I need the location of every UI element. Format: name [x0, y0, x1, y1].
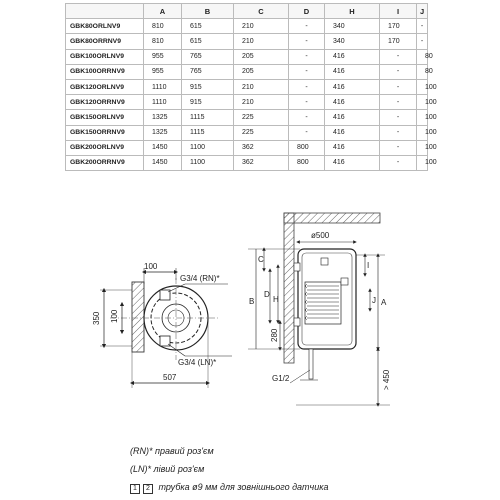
value-cell: - — [289, 64, 325, 79]
legend-tube-text: трубка ø9 мм для зовнішнього датчика — [158, 482, 329, 492]
legend-ln — [130, 464, 204, 474]
value-cell: - — [380, 125, 417, 140]
header-col-h: H — [325, 4, 380, 19]
dim-b-label: B — [249, 297, 255, 306]
value-cell: 810 — [144, 34, 182, 49]
g34-rn-label: G3/4 (RN)* — [180, 274, 220, 283]
value-cell: 915 — [182, 95, 234, 110]
value-cell: 100 — [417, 79, 428, 94]
dim-100-inner-label: 100 — [110, 309, 119, 323]
value-cell: 80 — [417, 64, 428, 79]
value-cell: - — [380, 140, 417, 155]
value-cell: 210 — [234, 79, 289, 94]
value-cell: 100 — [417, 95, 428, 110]
value-cell: 205 — [234, 49, 289, 64]
dim-i-label: I — [367, 261, 370, 270]
model-cell: GBK120ORRNV9 — [66, 95, 144, 110]
value-cell: 810 — [144, 19, 182, 34]
model-cell: GBK150ORLNV9 — [66, 110, 144, 125]
value-cell: 340 — [325, 19, 380, 34]
top-view — [92, 262, 232, 388]
model-cell: GBK100ORRNV9 — [66, 64, 144, 79]
g12-label: G1/2 — [272, 374, 290, 383]
legend-rn-text: правий роз'єм — [155, 446, 214, 456]
legend-ln-text: лівий роз'єм — [153, 464, 205, 474]
value-cell: - — [380, 155, 417, 170]
header-col-d: D — [289, 4, 325, 19]
value-cell: 915 — [182, 79, 234, 94]
value-cell: 615 — [182, 34, 234, 49]
value-cell: 225 — [234, 125, 289, 140]
value-cell: - — [289, 34, 325, 49]
value-cell: 800 — [289, 155, 325, 170]
value-cell: 340 — [325, 34, 380, 49]
value-cell: 416 — [325, 49, 380, 64]
value-cell: 210 — [234, 19, 289, 34]
value-cell: 1100 — [182, 140, 234, 155]
header-col-j: J — [417, 4, 428, 19]
dim-100-label: 100 — [144, 262, 158, 271]
value-cell: - — [380, 79, 417, 94]
ceiling-wall — [284, 213, 380, 223]
dim-450-label: > 450 — [382, 369, 391, 390]
value-cell: 416 — [325, 125, 380, 140]
legend-box-1: 1 — [130, 484, 140, 494]
header-col-c: C — [234, 4, 289, 19]
value-cell: 210 — [234, 95, 289, 110]
value-cell: - — [380, 95, 417, 110]
value-cell: 955 — [144, 49, 182, 64]
value-cell: 1450 — [144, 155, 182, 170]
value-cell: - — [380, 49, 417, 64]
dim-h-label: H — [273, 295, 279, 304]
legend-rn-code: (RN)* — [130, 446, 153, 456]
value-cell: 955 — [144, 64, 182, 79]
value-cell: - — [417, 34, 428, 49]
value-cell: 1110 — [144, 95, 182, 110]
value-cell: 1115 — [182, 110, 234, 125]
value-cell: - — [380, 110, 417, 125]
side-wall — [284, 213, 294, 363]
value-cell: - — [289, 95, 325, 110]
value-cell: - — [380, 64, 417, 79]
model-cell: GBK150ORRNV9 — [66, 125, 144, 140]
model-cell: GBK100ORLNV9 — [66, 49, 144, 64]
top-view-wall — [132, 282, 144, 352]
value-cell: 615 — [182, 19, 234, 34]
sensor-marker-2 — [341, 278, 348, 285]
value-cell: - — [289, 110, 325, 125]
value-cell: 80 — [417, 49, 428, 64]
value-cell: - — [289, 79, 325, 94]
dim-c-label: C — [258, 255, 264, 264]
value-cell: 100 — [417, 125, 428, 140]
value-cell: 416 — [325, 155, 380, 170]
header-col-b: B — [182, 4, 234, 19]
model-cell: GBK80ORRNV9 — [66, 34, 144, 49]
model-cell: GBK200ORLNV9 — [66, 140, 144, 155]
value-cell: 225 — [234, 110, 289, 125]
value-cell: 416 — [325, 79, 380, 94]
value-cell: 362 — [234, 140, 289, 155]
value-cell: 205 — [234, 64, 289, 79]
dim-280-label: 280 — [270, 328, 279, 342]
model-cell: GBK200ORRNV9 — [66, 155, 144, 170]
dim-diameter-label: ø500 — [311, 231, 330, 240]
value-cell: 1325 — [144, 125, 182, 140]
dim-350-label: 350 — [92, 311, 101, 325]
value-cell: - — [417, 19, 428, 34]
g34-ln-label: G3/4 (LN)* — [178, 358, 217, 367]
value-cell: - — [289, 19, 325, 34]
sensor-marker-1 — [321, 258, 328, 265]
value-cell: 100 — [417, 140, 428, 155]
value-cell: 800 — [289, 140, 325, 155]
value-cell: 100 — [417, 155, 428, 170]
value-cell: - — [289, 125, 325, 140]
value-cell: 1100 — [182, 155, 234, 170]
value-cell: 210 — [234, 34, 289, 49]
legend-ln-code: (LN)* — [130, 464, 152, 474]
dim-507-label: 507 — [163, 373, 177, 382]
value-cell: 170 — [380, 34, 417, 49]
value-cell: 362 — [234, 155, 289, 170]
value-cell: 1110 — [144, 79, 182, 94]
model-cell: GBK120ORLNV9 — [66, 79, 144, 94]
value-cell: 1450 — [144, 140, 182, 155]
value-cell: - — [289, 49, 325, 64]
value-cell: 1325 — [144, 110, 182, 125]
dim-j-label: J — [372, 296, 376, 305]
legend-box-2: 2 — [143, 484, 153, 494]
value-cell: 765 — [182, 49, 234, 64]
side-view — [248, 213, 391, 405]
value-cell: 100 — [417, 110, 428, 125]
dim-a-label: A — [381, 298, 387, 307]
value-cell: 416 — [325, 64, 380, 79]
value-cell: 416 — [325, 140, 380, 155]
header-col-i: I — [380, 4, 417, 19]
model-cell: GBK80ORLNV9 — [66, 19, 144, 34]
header-col-a: A — [144, 4, 182, 19]
legend-tube — [130, 482, 328, 494]
value-cell: 170 — [380, 19, 417, 34]
value-cell: 416 — [325, 95, 380, 110]
legend-rn — [130, 446, 214, 456]
dim-d-label: D — [264, 290, 270, 299]
value-cell: 1115 — [182, 125, 234, 140]
value-cell: 765 — [182, 64, 234, 79]
value-cell: 416 — [325, 110, 380, 125]
